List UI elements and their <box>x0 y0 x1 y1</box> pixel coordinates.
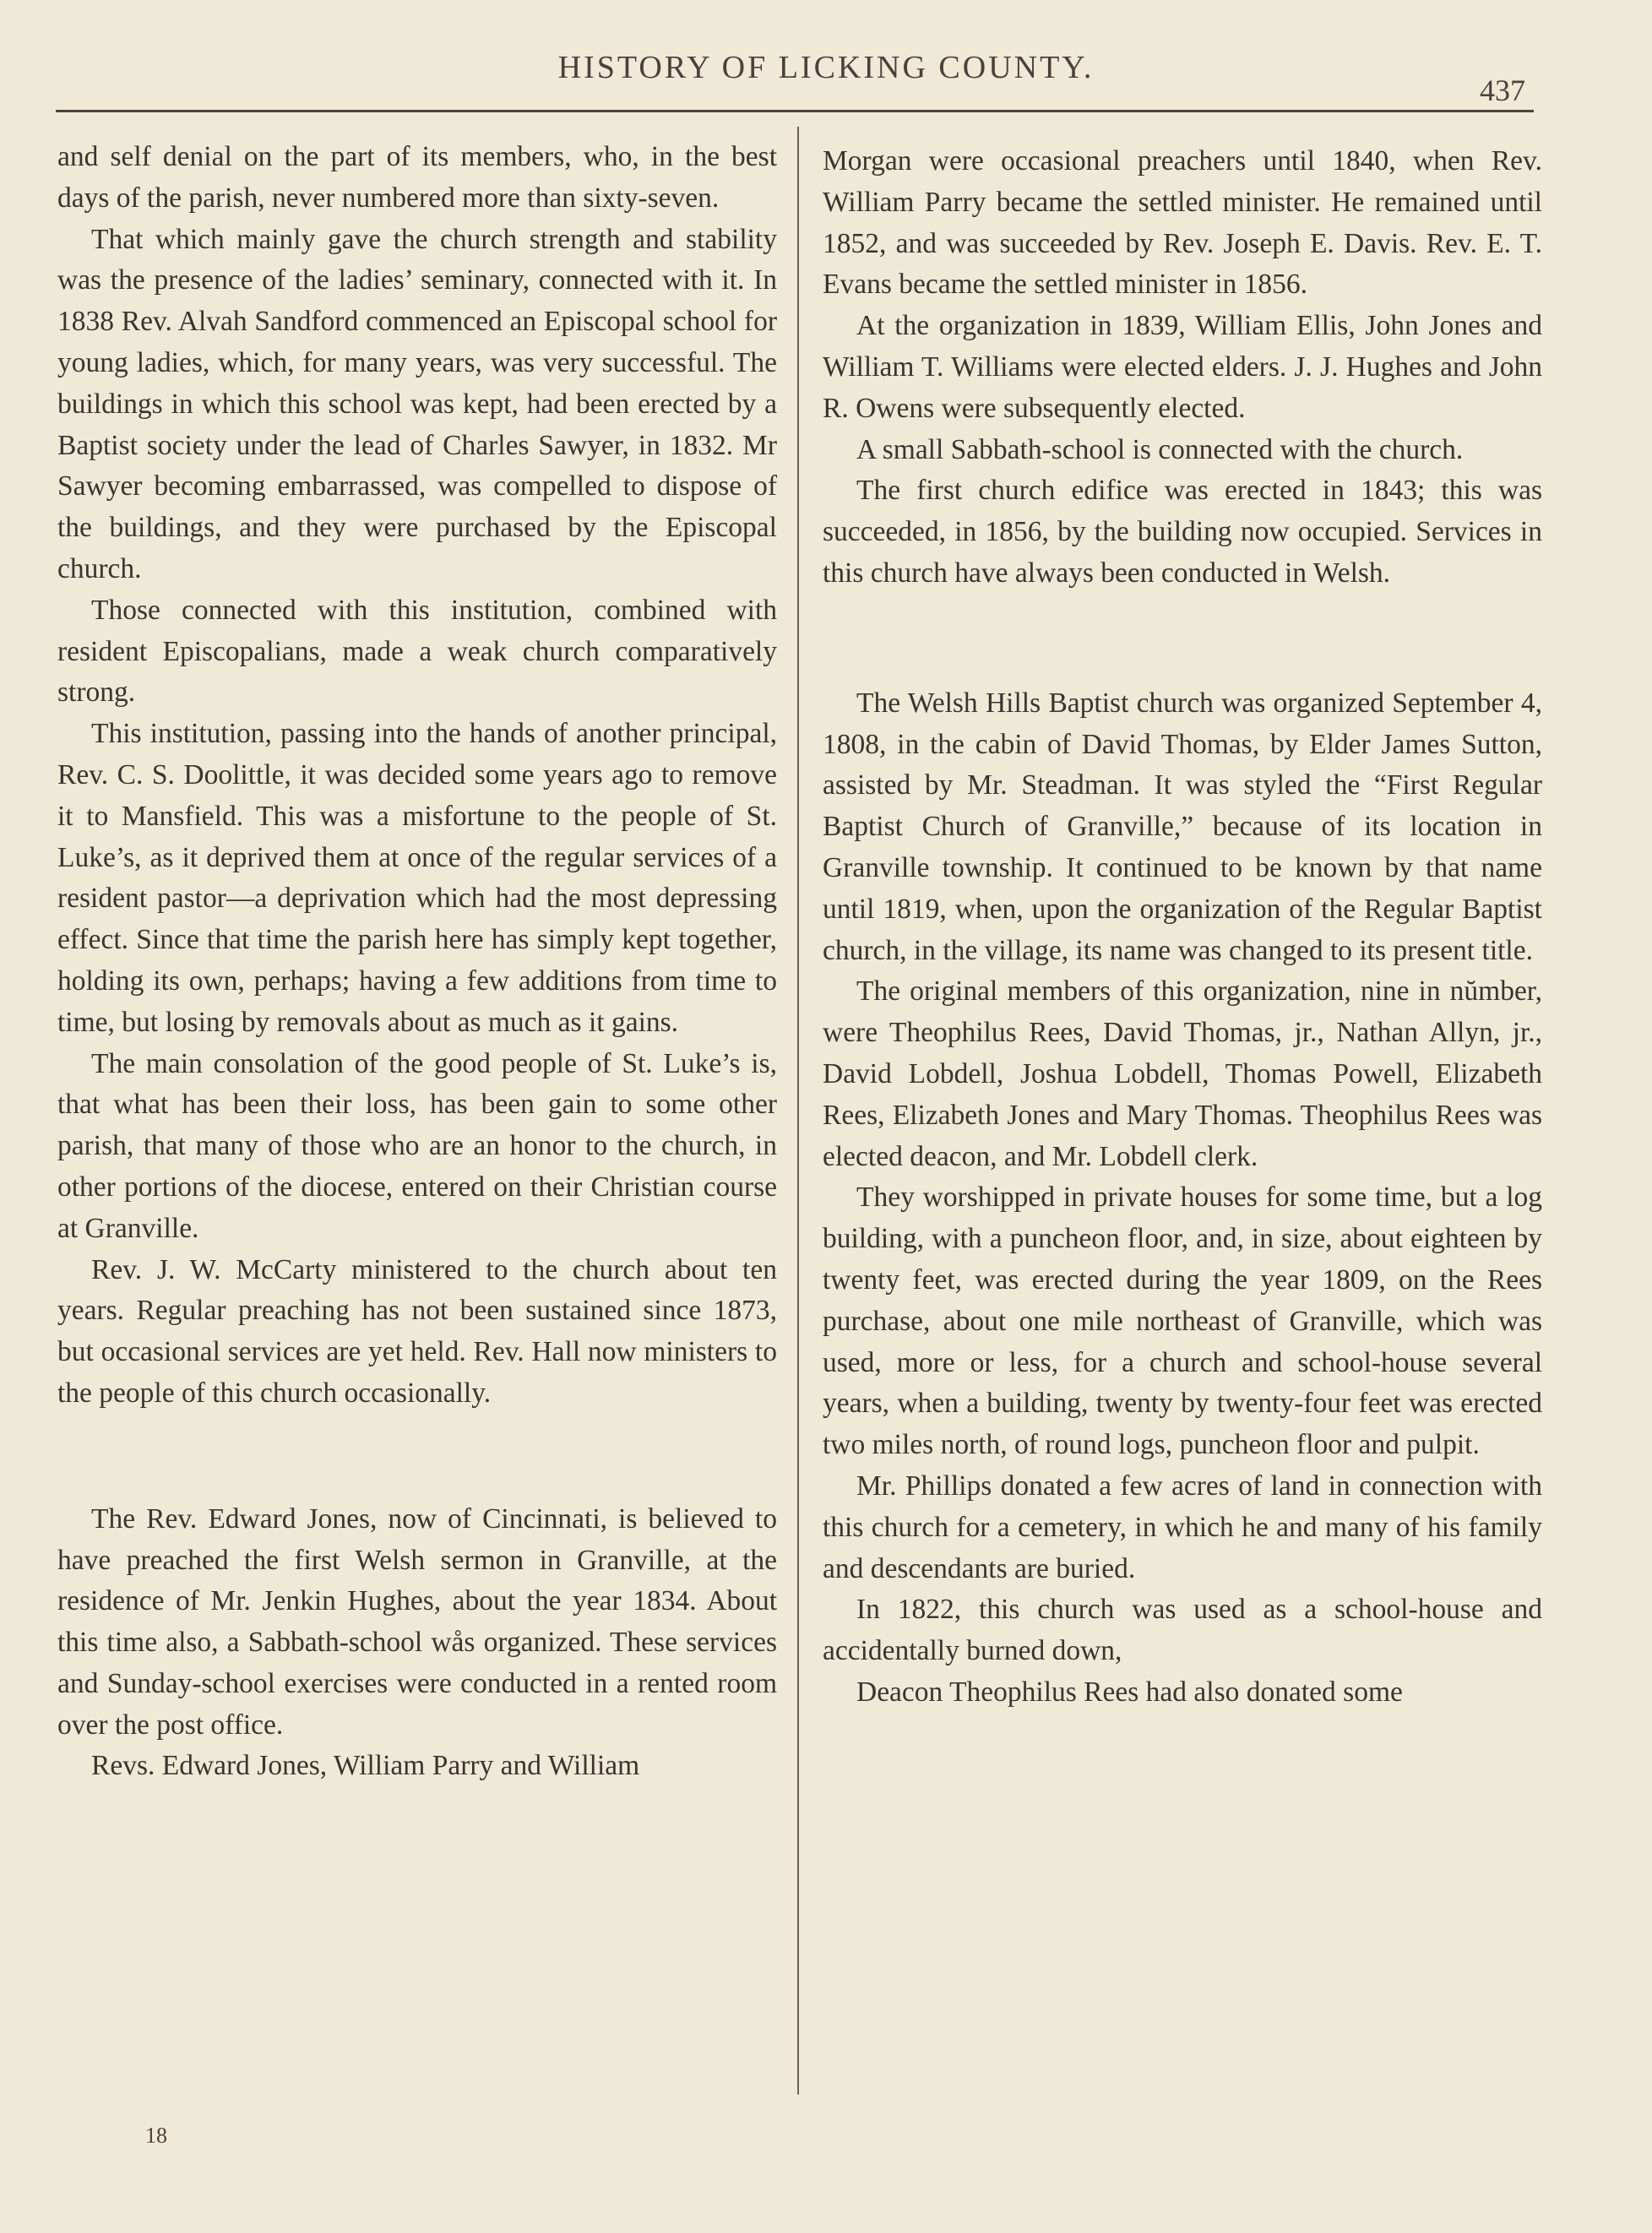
right-column <box>823 141 1542 1714</box>
signature-mark: 18 <box>145 2123 167 2148</box>
paragraph: This institution, passing into the hands of another principal, Rev. C. S. Doolittle, it was decided some years ago to remove it to Mansfield. This was a misfortune to the people of St. Luke’s, as it deprived them at once of the regular services of a resident pastor—a deprivation which had the most depressing effect. Since that time the parish here has simply kept together, holding its own, perhaps; having a few additions from time to time, but losing by removals about as much as it gains. <box>57 718 777 1038</box>
paragraph: and self denial on the part of its members, who, in the best days of the parish, never numbered more than sixty-seven. <box>57 141 777 214</box>
paragraph: The first church edifice was erected in 1843; this was succeeded, in 1856, by the building now occupied. Services in this church have always been conducted in Welsh. <box>823 475 1542 589</box>
page-number: 437 <box>1480 73 1525 107</box>
paragraph: They worshipped in private houses for some time, but a log building, with a puncheon floor, and, in size, about eighteen by twenty feet, was erected during the year 1809, on the Rees purchase, about one mile northeast of Granville, which was used, more or less, for a church and school-house several years, when a building, twenty by twenty-four feet was erected two miles north, of round logs, puncheon floor and pulpit. <box>823 1182 1542 1461</box>
paragraph: Those connected with this institution, combined with resident Episcopalians, made a weak church comparatively strong. <box>57 594 777 709</box>
paragraph: In 1822, this church was used as a school-house and accidentally burned down, <box>823 1594 1542 1667</box>
paragraph: Rev. J. W. McCarty ministered to the church about ten years. Regular preaching has not been sustained since 1873, but occasional services are yet held. Rev. Hall now ministers to the people of this church occasionally. <box>57 1253 777 1409</box>
paragraph: Mr. Phillips donated a few acres of land in connection with this church for a cemetery, in which he and many of his family and descendants are buried. <box>823 1470 1542 1584</box>
paragraph: Revs. Edward Jones, William Parry and William <box>91 1750 640 1782</box>
paragraph: That which mainly gave the church strength and stability was the presence of the ladies’ seminary, connected with it. In 1838 Rev. Alvah Sandford commenced an Episcopal school for young ladies, which, for many years, was very successful. The buildings in which this school was kept, had been erected by a Baptist society under the lead of Charles Sawyer, in 1832. Mr Sawyer becoming embarrassed, was compelled to dispose of the buildings, and they were purchased by the Episcopal church. <box>57 223 777 584</box>
paragraph: The original members of this organization, nine in nŭmber, were Theophilus Rees, David Thomas, jr., Nathan Allyn, jr., David Lobdell, Joshua Lobdell, Thomas Powell, Elizabeth Rees, Elizabeth Jones and Mary Thomas. Theophilus Rees was elected deacon, and Mr. Lobdell clerk. <box>823 975 1542 1172</box>
paragraph: At the organization in 1839, William Ellis, John Jones and William T. Williams were elected elders. J. J. Hughes and John R. Owens were subsequently elected. <box>823 310 1542 424</box>
section-gap <box>57 1415 777 1499</box>
paragraph: The Welsh Hills Baptist church was organized September 4, 1808, in the cabin of David Thomas, by Elder James Sutton, assisted by Mr. Steadman. It was styled the “First Regular Baptist Church of Granville,” because of its location in Granville township. It continued to be known by that name until 1819, when, upon the organization of the Regular Baptist church, in the village, its name was changed to its present title. <box>823 687 1542 966</box>
paragraph: A small Sabbath-school is connected with the church. <box>856 433 1464 465</box>
paragraph: The Rev. Edward Jones, now of Cincinnati, is believed to have preached the first Welsh sermon in Granville, at the residence of Mr. Jenkin Hughes, about the year 1834. About this time also, a Sabbath-school wås organized. These services and Sunday-school exercises were conducted in a rented room over the post office. <box>57 1502 777 1741</box>
paragraph: The main consolation of the good people of St. Luke’s is, that what has been their loss, has been gain to some other parish, that many of those who are an honor to the church, in other portions of the diocese, entered on their Christian course at Granville. <box>57 1047 777 1244</box>
left-column <box>57 137 777 1787</box>
header-rule <box>56 110 1534 112</box>
column-divider <box>797 127 799 2094</box>
paragraph: Morgan were occasional preachers until 1840, when Rev. William Parry became the settled minister. He remained until 1852, and was succeeded by Rev. Joseph E. Davis. Rev. E. T. Evans became the settled minister in 1856. <box>823 145 1542 301</box>
paragraph: Deacon Theophilus Rees had also donated some <box>856 1676 1403 1708</box>
section-gap <box>823 595 1542 683</box>
running-head-title: HISTORY OF LICKING COUNTY. <box>557 50 1095 85</box>
